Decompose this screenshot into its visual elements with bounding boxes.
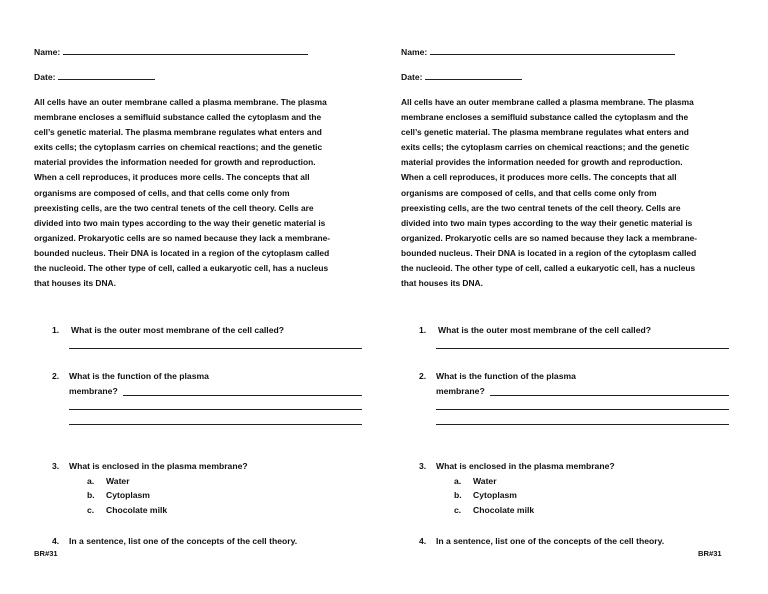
question-text-continued: membrane?: [436, 386, 485, 396]
option-text: Cytoplasm: [473, 490, 517, 500]
date-row: [34, 71, 155, 82]
option-c[interactable]: [454, 505, 534, 515]
passage-line: that houses its DNA.: [401, 278, 483, 289]
question-number: 1.: [419, 325, 427, 335]
passage-line: organized. Prokaryotic cells are so named because they lack a membrane-: [34, 232, 331, 243]
worksheet-code: BR#31: [698, 549, 722, 558]
passage-line: preexisting cells, are the two central tenets of the cell theory. Cells are: [401, 202, 681, 213]
passage-line: bounded nucleus. Their DNA is located in a region of the cytoplasm called: [401, 247, 697, 258]
answer-line[interactable]: [436, 424, 729, 425]
question-3: [52, 461, 248, 471]
option-b[interactable]: [454, 490, 517, 500]
passage-line: preexisting cells, are the two central tenets of the cell theory. Cells are: [34, 202, 314, 213]
question-text: What is the outer most membrane of the cell called?: [71, 325, 284, 335]
worksheet-code: BR#31: [34, 549, 58, 558]
question-text: What is the outer most membrane of the cell called?: [438, 325, 651, 335]
name-row: [401, 46, 675, 57]
option-letter: a.: [87, 476, 95, 486]
question-1: [52, 325, 284, 335]
question-text: In a sentence, list one of the concepts of the cell theory.: [436, 536, 665, 546]
option-text: Cytoplasm: [106, 490, 150, 500]
passage-line: membrane encloses a semifluid substance called the cytoplasm and the: [401, 112, 689, 123]
option-text: Chocolate milk: [473, 505, 535, 515]
date-blank[interactable]: [425, 71, 522, 80]
question-2-continued: [69, 386, 118, 396]
question-text: What is enclosed in the plasma membrane?: [69, 461, 248, 471]
passage-line: All cells have an outer membrane called a plasma membrane. The plasma: [401, 97, 694, 107]
answer-line[interactable]: [436, 348, 729, 349]
question-text: What is the function of the plasma: [69, 371, 209, 381]
passage-line: cell’s genetic material. The plasma membrane regulates what enters and: [401, 127, 689, 138]
date-label: Date:: [401, 72, 423, 82]
question-text: In a sentence, list one of the concepts of the cell theory.: [69, 536, 298, 546]
question-text: What is enclosed in the plasma membrane?: [436, 461, 615, 471]
option-text: Water: [106, 476, 130, 486]
name-row: [34, 46, 308, 57]
passage-line: cell’s genetic material. The plasma membrane regulates what enters and: [34, 127, 322, 138]
question-number: 2.: [52, 371, 60, 381]
option-letter: b.: [454, 490, 462, 500]
passage-line: exits cells; the cytoplasm carries on chemical reactions; and the genetic: [401, 142, 690, 153]
option-letter: b.: [87, 490, 95, 500]
option-c[interactable]: [87, 505, 167, 515]
option-a[interactable]: [454, 476, 497, 486]
passage-line: bounded nucleus. Their DNA is located in a region of the cytoplasm called: [34, 247, 330, 258]
question-number: 2.: [419, 371, 427, 381]
reading-passage: [401, 95, 735, 291]
passage-line: divided into two main types according to the way their genetic material is: [34, 217, 326, 228]
question-2: [52, 371, 209, 381]
question-number: 3.: [52, 461, 60, 471]
question-4: [419, 536, 664, 546]
passage-line: divided into two main types according to the way their genetic material is: [401, 217, 693, 228]
worksheet-right: [401, 0, 741, 594]
passage-line: material provides the information needed for growth and reproduction.: [34, 157, 316, 168]
question-3: [419, 461, 615, 471]
question-2: [419, 371, 576, 381]
name-blank[interactable]: [63, 46, 308, 55]
passage-line: organisms are composed of cells, and that cells come only from: [34, 187, 290, 198]
worksheet-left: [34, 0, 374, 594]
passage-line: exits cells; the cytoplasm carries on chemical reactions; and the genetic: [34, 142, 323, 153]
date-blank[interactable]: [58, 71, 155, 80]
answer-line[interactable]: [69, 424, 362, 425]
passage-line: All cells have an outer membrane called a plasma membrane. The plasma: [34, 97, 327, 107]
option-b[interactable]: [87, 490, 150, 500]
passage-line: that houses its DNA.: [34, 278, 116, 289]
question-text: What is the function of the plasma: [436, 371, 576, 381]
passage-line: organisms are composed of cells, and that cells come only from: [401, 187, 657, 198]
option-text: Chocolate milk: [106, 505, 168, 515]
answer-line[interactable]: [69, 348, 362, 349]
option-a[interactable]: [87, 476, 130, 486]
option-letter: a.: [454, 476, 462, 486]
question-4: [52, 536, 297, 546]
passage-line: organized. Prokaryotic cells are so named because they lack a membrane-: [401, 232, 698, 243]
passage-line: material provides the information needed for growth and reproduction.: [401, 157, 683, 168]
name-label: Name:: [401, 47, 428, 57]
option-letter: c.: [87, 505, 95, 515]
question-text-continued: membrane?: [69, 386, 118, 396]
question-2-continued: [436, 386, 485, 396]
question-1: [419, 325, 651, 335]
passage-line: the nucleoid. The other type of cell, called a eukaryotic cell, has a nucleus: [34, 263, 329, 274]
name-label: Name:: [34, 47, 61, 57]
answer-line[interactable]: [436, 409, 729, 410]
question-number: 1.: [52, 325, 60, 335]
question-number: 4.: [419, 536, 427, 546]
passage-line: When a cell reproduces, it produces more cells. The concepts that all: [401, 172, 677, 183]
date-row: [401, 71, 522, 82]
answer-line[interactable]: [69, 409, 362, 410]
passage-line: membrane encloses a semifluid substance called the cytoplasm and the: [34, 112, 322, 123]
answer-line[interactable]: [490, 395, 729, 396]
option-letter: c.: [454, 505, 462, 515]
name-blank[interactable]: [430, 46, 675, 55]
question-number: 4.: [52, 536, 60, 546]
answer-line[interactable]: [123, 395, 362, 396]
option-text: Water: [473, 476, 497, 486]
passage-line: When a cell reproduces, it produces more cells. The concepts that all: [34, 172, 310, 183]
reading-passage: [34, 95, 368, 291]
passage-line: the nucleoid. The other type of cell, called a eukaryotic cell, has a nucleus: [401, 263, 696, 274]
date-label: Date:: [34, 72, 56, 82]
question-number: 3.: [419, 461, 427, 471]
